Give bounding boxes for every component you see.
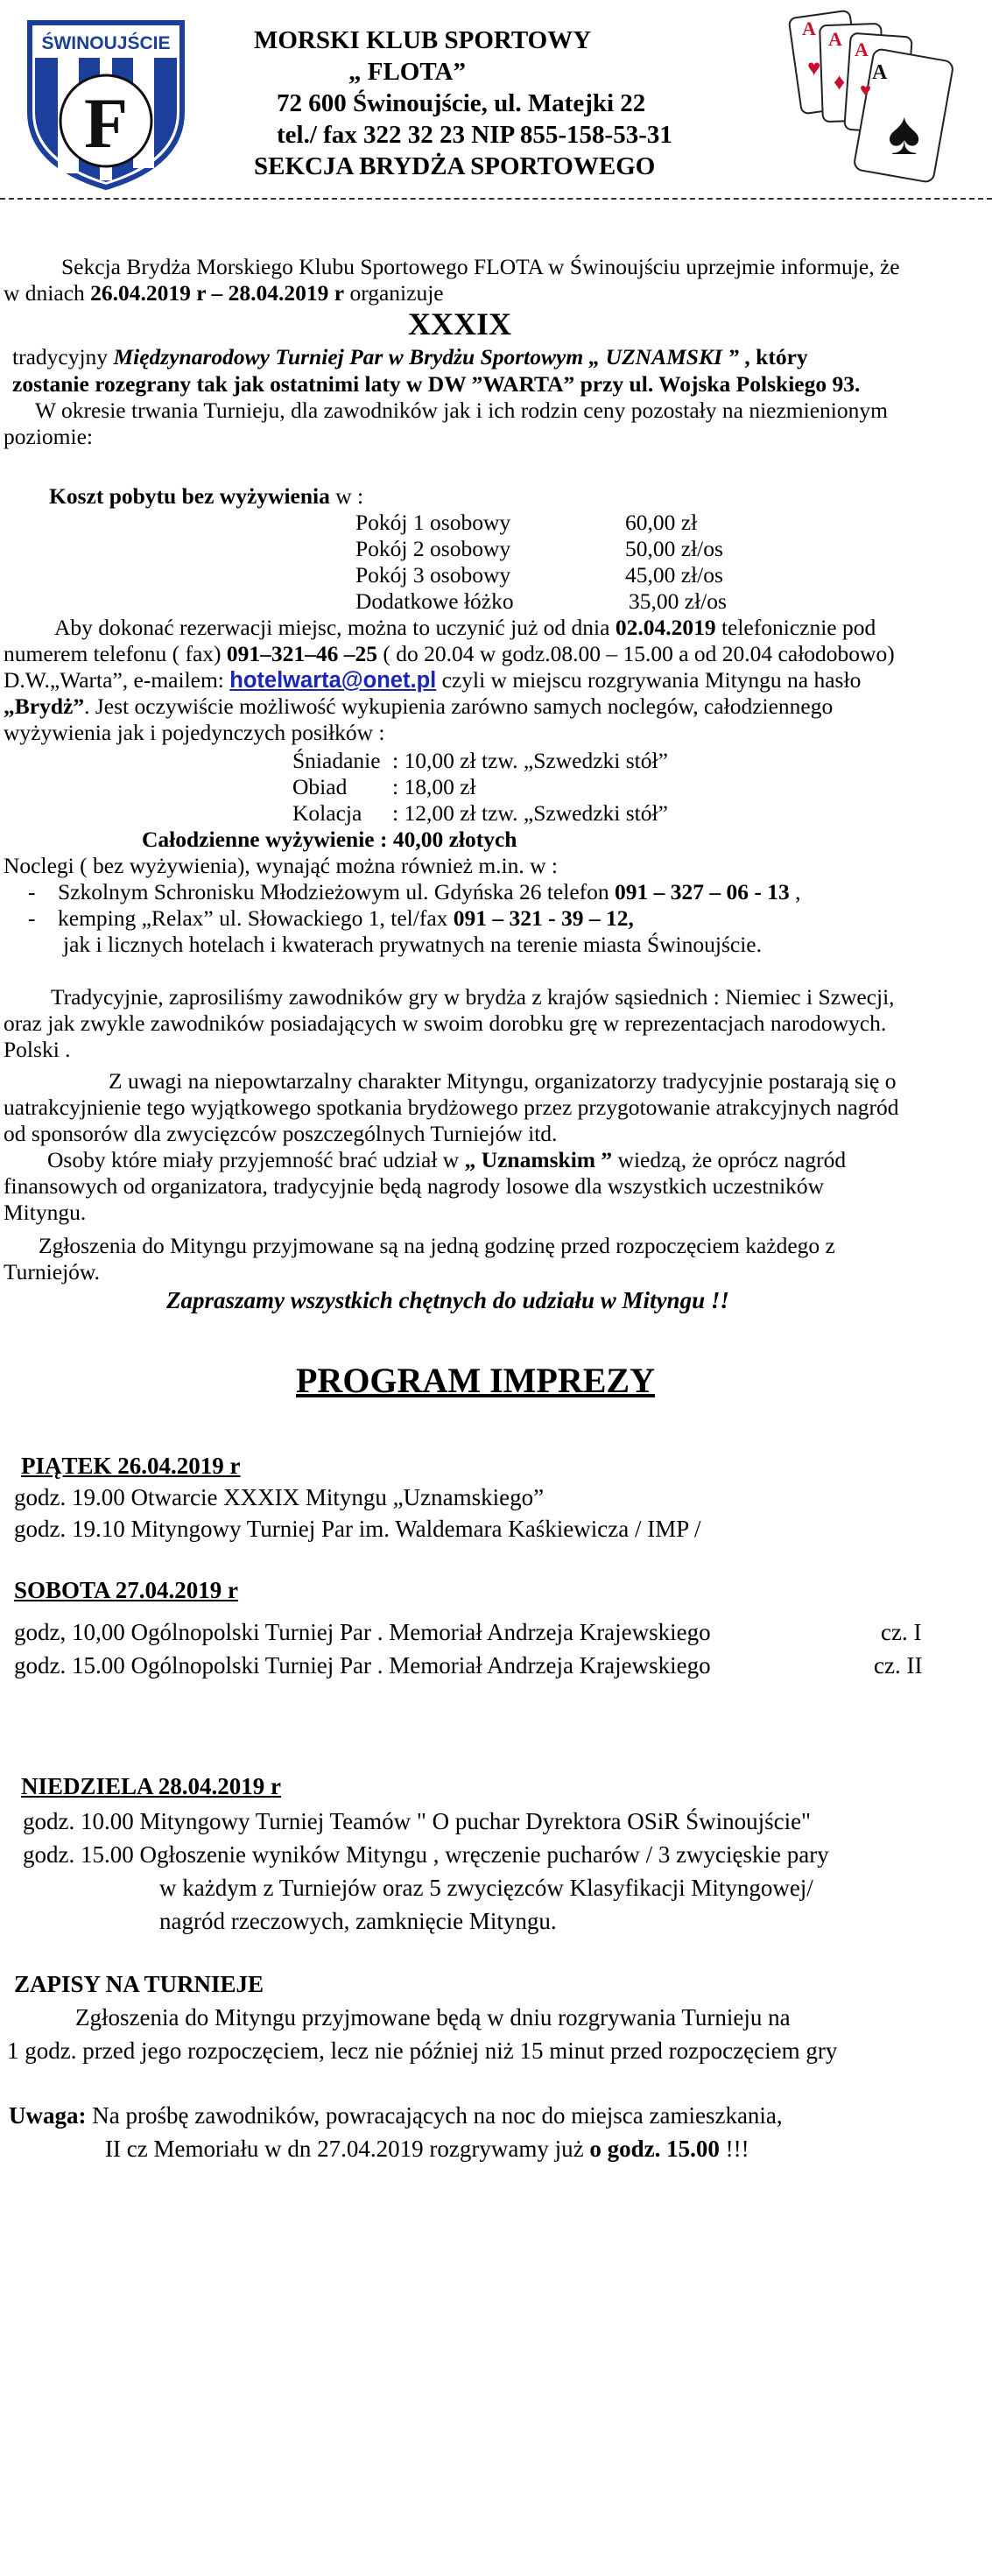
meal-name: Śniadanie xyxy=(292,748,381,773)
schedule-item: godz, 10,00 Ogólnopolski Turniej Par . Memoriał Andrzeja Krajewskiego xyxy=(14,1619,711,1645)
room-name: Pokój 3 osobowy xyxy=(355,562,511,588)
para-2-line: Z uwagi na niepowtarzalny charakter Mityngu, organizatorzy tradycyjnie postarają się o xyxy=(109,1068,897,1094)
schedule-item: godz. 10.00 Mityngowy Turniej Teamów " O puchar Dyrektora OSiR Świnoujście" xyxy=(23,1808,812,1834)
room-name: Dodatkowe łóżko xyxy=(355,588,514,614)
reservation-line-5: wyżywienia jak i pojedynczych posiłków : xyxy=(4,720,385,745)
lodging-more: jak i licznych hotelach i kwaterach prywatnych na terenie miasta Świnoujście. xyxy=(63,932,762,957)
reservation-line-3: D.W.„Warta”, e-mailem: hotelwarta@onet.pl czyli w miejscu rozgrywania Mityngu na hasło xyxy=(4,667,862,693)
schedule-item: godz. 19.00 Otwarcie XXXIX Mityngu „Uznamskiego” xyxy=(14,1484,545,1510)
svg-text:A: A xyxy=(855,39,869,60)
event-dates: 26.04.2019 r – 28.04.2019 r xyxy=(90,280,345,306)
meal-name: Obiad xyxy=(292,774,348,799)
room-price: 50,00 zł/os xyxy=(625,536,723,561)
meal-price: : 18,00 zł xyxy=(392,774,476,799)
meal-price: : 12,00 zł tzw. „Szwedzki stół” xyxy=(392,800,668,826)
svg-text:♥: ♥ xyxy=(860,79,872,101)
club-phone: tel./ fax 322 32 23 NIP 855-158-53-31 xyxy=(277,121,672,149)
para-2-line: od sponsorów dla zwycięzców poszczególnych Turniejów itd. xyxy=(4,1121,558,1146)
intro-line-4: zostanie rozegrany tak jak ostatnimi laty w DW ”WARTA” przy ul. Wojska Polskiego 93. xyxy=(12,371,861,397)
para-2-line: uatrakcyjnienie tego wyjątkowego spotkania brydżowego przez przygotowanie atrakcyjnych nagród xyxy=(4,1094,899,1120)
reservation-line-2: numerem telefonu ( fax) 091–321–46 –25 ( do 20.04 w godz.08.00 – 15.00 a od 20.04 całodobowo) xyxy=(4,641,895,666)
room-name: Pokój 2 osobowy xyxy=(355,536,511,561)
note-line-2: II cz Memoriału w dn 27.04.2019 rozgrywamy już o godz. 15.00 !!! xyxy=(105,2136,749,2162)
para-3-line: Mityngu. xyxy=(4,1200,87,1225)
meal-name: Kolacja xyxy=(292,800,362,826)
schedule-part: cz. I xyxy=(881,1619,922,1645)
svg-text:A: A xyxy=(828,28,842,50)
tournament-title: Międzynarodowy Turniej Par w Brydżu Sportowym „ UZNAMSKI ” xyxy=(113,344,740,370)
club-subname: „ FLOTA” xyxy=(348,58,466,86)
edition-number: XXXIX xyxy=(408,306,512,341)
para-4-line: Zgłoszenia do Mityngu przyjmowane są na jedną godzinę przed rozpoczęciem każdego z xyxy=(39,1233,835,1258)
playing-cards-image xyxy=(776,5,970,196)
lodging-item: - Szkolnym Schronisku Młodzieżowym ul. Gdyńska 26 telefon 091 – 327 – 06 - 13 , xyxy=(28,879,801,904)
room-price: 45,00 zł/os xyxy=(625,562,723,588)
saturday-heading: SOBOTA 27.04.2019 r xyxy=(14,1577,239,1603)
svg-text:♠: ♠ xyxy=(888,101,921,168)
intro-line-5: W okresie trwania Turnieju, dla zawodników jak i ich rodzin ceny pozostały na niezmienionym xyxy=(35,398,888,423)
schedule-item: godz. 15.00 Ogólnopolski Turniej Par . Memoriał Andrzeja Krajewskiego xyxy=(14,1652,711,1679)
para-1-line: Polski . xyxy=(4,1037,71,1062)
lodging-item: - kemping „Relax” ul. Słowackiego 1, tel/fax 091 – 321 - 39 – 12, xyxy=(28,905,634,931)
club-logo xyxy=(23,16,189,191)
pricing-title: Koszt pobytu bez wyżywienia w : xyxy=(49,483,364,509)
schedule-item: godz. 19.10 Mityngowy Turniej Par im. Waldemara Kaśkiewicza / IMP / xyxy=(14,1516,701,1542)
full-board-price: Całodzienne wyżywienie : 40,00 złotych xyxy=(142,827,517,852)
lodging-intro: Noclegi ( bez wyżywienia), wynająć można również m.in. w : xyxy=(4,853,559,878)
schedule-part: cz. II xyxy=(874,1652,923,1679)
registration-heading: ZAPISY NA TURNIEJE xyxy=(14,1971,264,1997)
para-3-line: finansowych od organizatora, tradycyjnie będą nagrody losowe dla wszystkich uczestników xyxy=(4,1173,825,1199)
email-link[interactable]: hotelwarta@onet.pl xyxy=(229,668,437,693)
room-price: 60,00 zł xyxy=(625,510,698,535)
note-line-1: Uwaga: Na prośbę zawodników, powracających na noc do miejsca zamieszkania, xyxy=(9,2102,783,2129)
para-4-line: Turniejów. xyxy=(4,1259,101,1284)
para-3-line: Osoby które miały przyjemność brać udział w „ Uznamskim ” wiedzą, że oprócz nagród xyxy=(47,1147,847,1172)
program-title: PROGRAM IMPREZY xyxy=(296,1361,655,1400)
svg-text:♥: ♥ xyxy=(807,55,821,81)
header-divider xyxy=(0,198,992,200)
room-price: 35,00 zł/os xyxy=(629,588,727,614)
svg-text:A: A xyxy=(872,61,888,84)
logo-text: ŚWINOUJŚCIE xyxy=(41,33,171,53)
para-1-line: oraz jak zwykle zawodników posiadających w swoim dorobku grę w reprezentacjach narodowych. xyxy=(4,1010,887,1036)
reservation-line-1: Aby dokonać rezerwacji miejsc, można to uczynić już od dnia 02.04.2019 telefonicznie pod xyxy=(54,615,876,640)
registration-line: 1 godz. przed jego rozpoczęciem, lecz nie później niż 15 minut przed rozpoczęciem gry xyxy=(7,2038,838,2064)
schedule-item-cont: w każdym z Turniejów oraz 5 zwycięzców Klasyfikacji Mityngowej/ xyxy=(159,1875,813,1901)
intro-line-6: poziomie: xyxy=(4,424,93,449)
room-name: Pokój 1 osobowy xyxy=(355,510,511,535)
section-name: SEKCJA BRYDŻA SPORTOWEGO xyxy=(254,152,656,180)
club-name: MORSKI KLUB SPORTOWY xyxy=(254,26,592,54)
reservation-line-4: „Brydż”. Jest oczywiście możliwość wykupienia zarówno samych noclegów, całodziennego xyxy=(4,693,834,719)
schedule-item: godz. 15.00 Ogłoszenie wyników Mityngu , wręczenie pucharów / 3 zwycięskie pary xyxy=(23,1841,829,1868)
para-1-line: Tradycyjnie, zaprosiliśmy zawodników gry w brydża z krajów sąsiednich : Niemiec i Szwecji, xyxy=(51,984,895,1010)
svg-text:A: A xyxy=(802,18,816,39)
svg-text:♦: ♦ xyxy=(834,69,846,95)
intro-line-1: Sekcja Brydża Morskiego Klubu Sportowego FLOTA w Świnoujściu uprzejmie informuje, że xyxy=(61,254,900,279)
registration-line: Zgłoszenia do Mityngu przyjmowane będą w dniu rozgrywania Turnieju na xyxy=(75,2004,791,2031)
sunday-heading: NIEDZIELA 28.04.2019 r xyxy=(21,1773,282,1799)
intro-line-3: tradycyjny Międzynarodowy Turniej Par w Brydżu Sportowym „ UZNAMSKI ” , który xyxy=(12,344,808,370)
schedule-item-cont: nagród rzeczowych, zamknięcie Mityngu. xyxy=(159,1908,557,1934)
invitation: Zapraszamy wszystkich chętnych do udziału w Mityngu !! xyxy=(166,1287,729,1313)
note-label: Uwaga: xyxy=(9,2102,87,2129)
club-address: 72 600 Świnoujście, ul. Matejki 22 xyxy=(277,89,646,117)
logo-letter: F xyxy=(83,83,129,163)
intro-line-2: w dniach 26.04.2019 r – 28.04.2019 r organizuje xyxy=(4,280,444,306)
friday-heading: PIĄTEK 26.04.2019 r xyxy=(21,1453,241,1479)
meal-price: : 10,00 zł tzw. „Szwedzki stół” xyxy=(392,748,668,773)
